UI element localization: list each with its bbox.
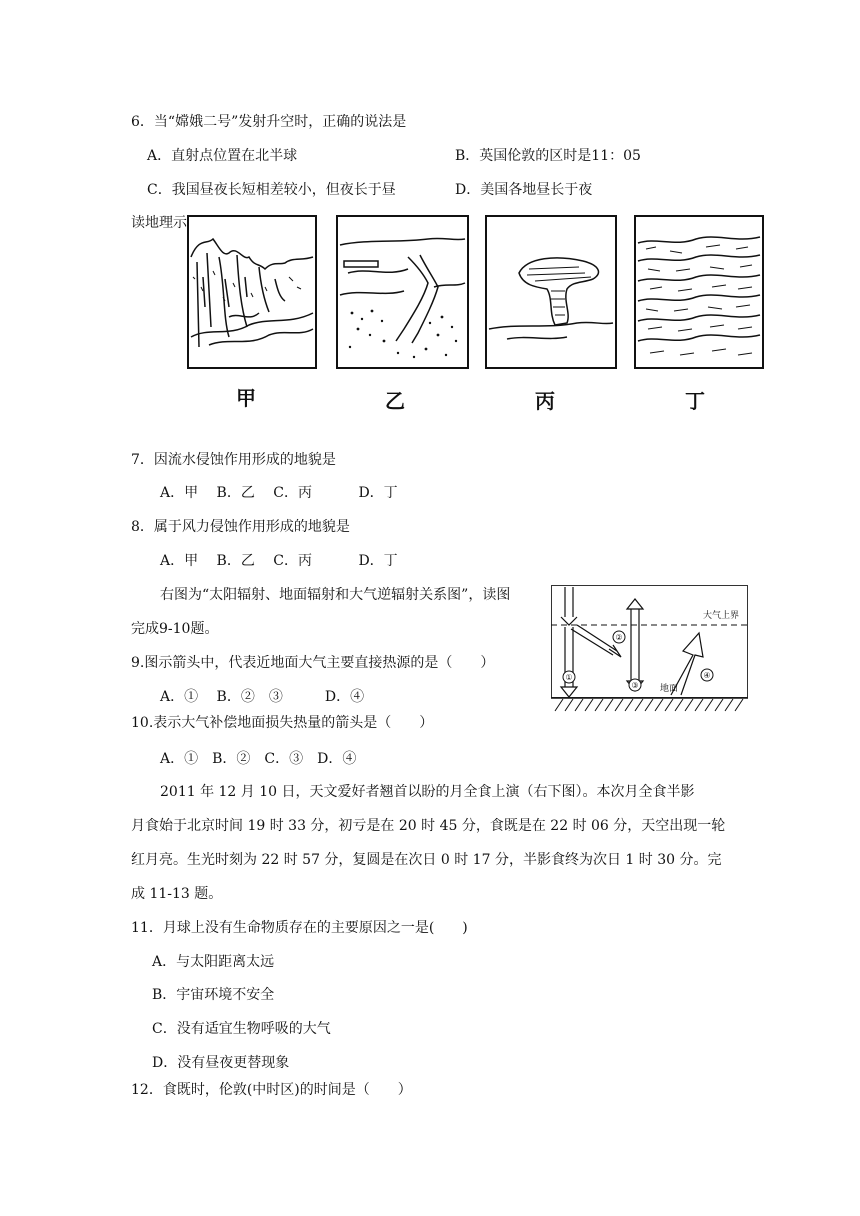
q6-option-b: B．英国伦敦的区时是11：05 [455, 148, 641, 164]
radiation-figure [551, 585, 748, 712]
q6-stem: 6．当“嫦娥二号”发射升空时，正确的说法是 [131, 114, 407, 130]
arrow-label-1: ① [565, 673, 573, 682]
eclipse-line3: 红月亮。生光时刻为 22 时 57 分，复圆是在次日 0 时 17 分，半影食终为次日 1 时 30 分。完 [131, 852, 722, 868]
landform-picture-bing [485, 215, 617, 369]
q9-stem: 9.图示箭头中，代表近地面大气主要直接热源的是（ ） [131, 655, 495, 671]
landform-picture-ding [634, 215, 764, 369]
eclipse-line2: 月食始于北京时间 19 时 33 分，初亏是在 20 时 45 分，食既是在 22 时 06 分，天空出现一轮 [131, 818, 726, 834]
landform-intro: 读地理示 [131, 215, 187, 231]
q6-option-c: C．我国昼夜长短相差较小，但夜长于昼 [147, 182, 396, 198]
q11-stem: 11．月球上没有生命物质存在的主要原因之一是( ) [131, 920, 468, 936]
arrow-label-3: ③ [631, 681, 639, 690]
landform-label-bing: 丙 [535, 389, 555, 413]
arrow-label-4: ④ [703, 671, 711, 680]
q8-options: A．甲 B．乙 C．丙 D．丁 [160, 553, 398, 569]
arrow-label-2: ② [615, 633, 623, 642]
q11-option-b: B．宇宙环境不安全 [152, 987, 275, 1003]
q6-option-a: A．直射点位置在北半球 [147, 148, 298, 164]
landform-label-jia: 甲 [236, 386, 256, 410]
eclipse-line4: 成 11-13 题。 [131, 886, 223, 902]
radiation-intro-line1: 右图为“太阳辐射、地面辐射和大气逆辐射关系图”，读图 [160, 587, 511, 603]
q12-stem: 12．食既时，伦敦(中时区)的时间是（ ） [131, 1082, 412, 1098]
landform-label-yi: 乙 [385, 389, 405, 413]
q11-option-a: A．与太阳距离太远 [152, 954, 275, 970]
q6-option-d: D．美国各地昼长于夜 [455, 182, 593, 198]
eclipse-line1: 2011 年 12 月 10 日，天文爱好者翘首以盼的月全食上演（右下图）。本次月全食半影 [160, 784, 695, 800]
q10-options: A．① B．② C．③ D．④ [160, 751, 357, 767]
q11-option-d: D．没有昼夜更替现象 [152, 1055, 290, 1071]
landform-picture-jia [187, 215, 317, 369]
q8-stem: 8．属于风力侵蚀作用形成的地貌是 [131, 519, 350, 535]
q9-options: A．① B．② ③ D．④ [160, 689, 365, 705]
q11-option-c: C．没有适宜生物呼吸的大气 [152, 1021, 331, 1037]
q7-options: A．甲 B．乙 C．丙 D．丁 [160, 485, 398, 501]
landform-picture-yi [336, 215, 469, 369]
landform-label-ding: 丁 [685, 389, 705, 413]
radiation-intro-line2: 完成9-10题。 [131, 621, 219, 637]
atmosphere-top-label: 大气上界 [702, 611, 740, 621]
q10-stem: 10.表示大气补偿地面损失热量的箭头是（ ） [131, 715, 434, 731]
ground-label: 地面 [659, 684, 679, 694]
q7-stem: 7．因流水侵蚀作用形成的地貌是 [131, 452, 336, 468]
